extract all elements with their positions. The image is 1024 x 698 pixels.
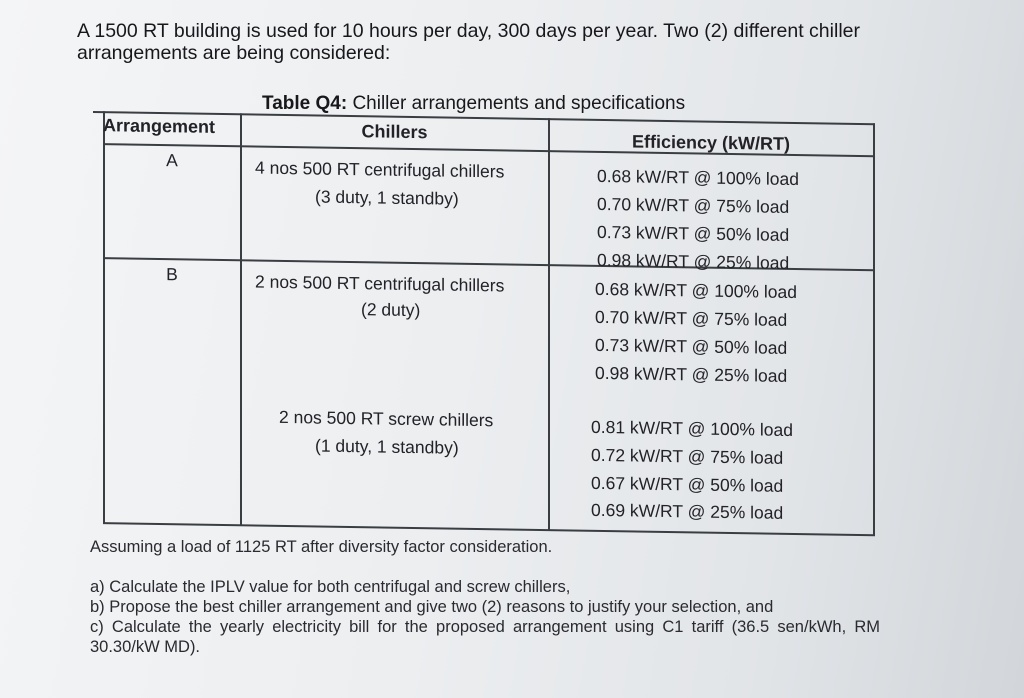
- table-border-left: [103, 111, 105, 523]
- arrangement-a-chiller-duty: (3 duty, 1 standby): [315, 186, 459, 209]
- column-divider-2: [548, 118, 550, 530]
- arrangement-a-efficiency-100: 0.68 kW/RT @ 100% load: [597, 165, 799, 190]
- arrangement-a-efficiency-25: 0.98 kW/RT @ 25% load: [597, 249, 790, 273]
- chiller-table: [93, 111, 875, 535]
- question-c: c) Calculate the yearly electricity bill for the proposed arrangement using C1 tariff (36.5 sen/kWh, RM 30.30/kW MD).: [90, 618, 880, 656]
- arrangement-b-screw-type: 2 nos 500 RT screw chillers: [279, 406, 494, 431]
- question-a: a) Calculate the IPLV value for both centrifugal and screw chillers,: [90, 578, 571, 596]
- arrangement-a-efficiency-50: 0.73 kW/RT @ 50% load: [597, 221, 790, 245]
- arrangement-b-centrifugal-efficiency-100: 0.68 kW/RT @ 100% load: [595, 278, 797, 303]
- arrangement-b-screw-efficiency-50: 0.67 kW/RT @ 50% load: [591, 472, 784, 496]
- arrangement-b-centrifugal-duty: (2 duty): [361, 299, 421, 321]
- questions-section: [90, 537, 880, 657]
- table-caption: [262, 93, 685, 115]
- arrangement-b-screw-duty: (1 duty, 1 standby): [315, 435, 459, 458]
- arrangement-a-efficiency-75: 0.70 kW/RT @ 75% load: [597, 193, 790, 217]
- assumption-text: Assuming a load of 1125 RT after diversity factor consideration.: [90, 538, 553, 556]
- question-list: [90, 577, 880, 657]
- table-caption-text: Chiller arrangements and specifications: [347, 93, 686, 114]
- arrangement-a-chiller-type: 4 nos 500 RT centrifugal chillers: [255, 157, 505, 182]
- arrangement-b-screw-efficiency-100: 0.81 kW/RT @ 100% load: [591, 416, 793, 440]
- arrangement-a-label: A: [166, 150, 178, 171]
- arrangement-b-screw-efficiency-75: 0.72 kW/RT @ 75% load: [591, 444, 784, 468]
- column-divider-1: [240, 113, 242, 525]
- arrangement-b-label: B: [166, 264, 178, 285]
- arrangement-b-centrifugal-type: 2 nos 500 RT centrifugal chillers: [255, 271, 505, 296]
- arrangement-b-centrifugal-efficiency-75: 0.70 kW/RT @ 75% load: [595, 306, 788, 330]
- arrangement-b-screw-efficiency-25: 0.69 kW/RT @ 25% load: [591, 499, 784, 523]
- arrangement-b-centrifugal-efficiency-25: 0.98 kW/RT @ 25% load: [595, 362, 788, 386]
- table-border-bottom: [103, 522, 875, 536]
- arrangement-b-centrifugal-efficiency-50: 0.73 kW/RT @ 50% load: [595, 334, 788, 358]
- table-border-right: [873, 123, 875, 535]
- problem-statement: A 1500 RT building is used for 10 hours per day, 300 days per year. Two (2) different chiller arrangements are being considered:: [77, 20, 860, 64]
- header-efficiency: Efficiency (kW/RT): [631, 131, 791, 154]
- header-chillers: Chillers: [361, 121, 428, 143]
- header-arrangement: Arrangement: [103, 115, 216, 137]
- table-caption-label: Table Q4:: [262, 93, 348, 114]
- question-b: b) Propose the best chiller arrangement and give two (2) reasons to justify your selection, and: [90, 598, 774, 616]
